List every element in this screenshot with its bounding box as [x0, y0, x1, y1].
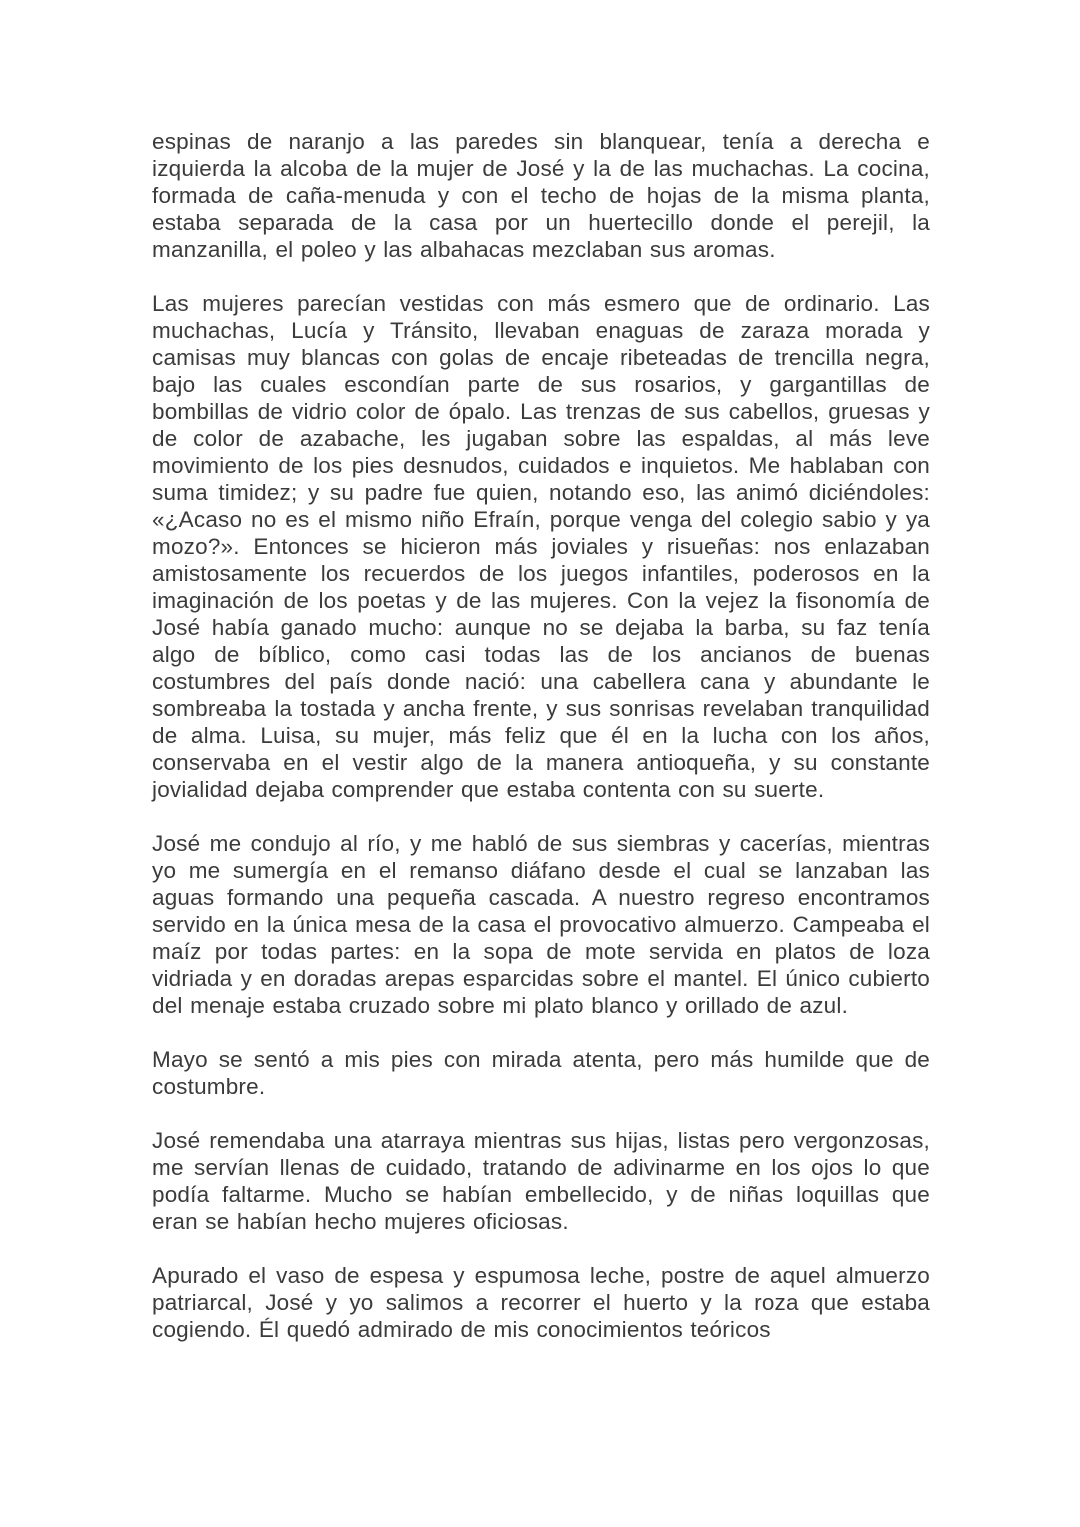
paragraph: espinas de naranjo a las paredes sin blanquear, tenía a derecha e izquierda la alcoba de la mujer de José y la de las muchachas. La cocina, formada de caña-menuda y con el techo de hojas de la misma planta, estaba separada de la casa por un huertecillo donde el perejil, la manzanilla, el poleo y las albahacas mezclaban sus aromas.: [152, 129, 930, 262]
paragraph: José me condujo al río, y me habló de sus siembras y cacerías, mientras yo me sumergía en el remanso diáfano desde el cual se lanzaban las aguas formando una pequeña cascada. A nuestro regreso encontramos servido en la única mesa de la casa el provocativo almuerzo. Campeaba el maíz por todas partes: en la sopa de mote servida en platos de loza vidriada y en doradas arepas esparcidas sobre el mantel. El único cubierto del menaje estaba cruzado sobre mi plato blanco y orillado de azul.: [152, 831, 930, 1018]
paragraph: Apurado el vaso de espesa y espumosa leche, postre de aquel almuerzo patriarcal, José y yo salimos a recorrer el huerto y la roza que estaba cogiendo. Él quedó admirado de mis conocimientos teóricos: [152, 1263, 930, 1342]
paragraph: Mayo se sentó a mis pies con mirada atenta, pero más humilde que de costumbre.: [152, 1047, 930, 1099]
paragraph: Las mujeres parecían vestidas con más esmero que de ordinario. Las muchachas, Lucía y Tránsito, llevaban enaguas de zaraza morada y camisas muy blancas con golas de encaje ribeteadas de trencilla negra, bajo las cuales escondían parte de sus rosarios, y gargantillas de bombillas de vidrio color de ópalo. Las trenzas de sus cabellos, gruesas y de color de azabache, les jugaban sobre las espaldas, al más leve movimiento de los pies desnudos, cuidados e inquietos. Me hablaban con suma timidez; y su padre fue quien, notando eso, las animó diciéndoles: «¿Acaso no es el mismo niño Efraín, porque venga del colegio sabio y ya mozo?». Entonces se hicieron más joviales y risueñas: nos enlazaban amistosamente los recuerdos de los juegos infantiles, poderosos en la imaginación de los poetas y de las mujeres. Con la vejez la fisonomía de José había ganado mucho: aunque no se dejaba la barba, su faz tenía algo de bíblico, como casi todas las de los ancianos de buenas costumbres del país donde nació: una cabellera cana y abundante le sombreaba la tostada y ancha frente, y sus sonrisas revelaban tranquilidad de alma. Luisa, su mujer, más feliz que él en la lucha con los años, conservaba en el vestir algo de la manera antioqueña, y su constante jovialidad dejaba comprender que estaba contenta con su suerte.: [152, 291, 930, 802]
paragraph: José remendaba una atarraya mientras sus hijas, listas pero vergonzosas, me servían llenas de cuidado, tratando de adivinarme en los ojos lo que podía faltarme. Mucho se habían embellecido, y de niñas loquillas que eran se habían hecho mujeres oficiosas.: [152, 1128, 930, 1234]
